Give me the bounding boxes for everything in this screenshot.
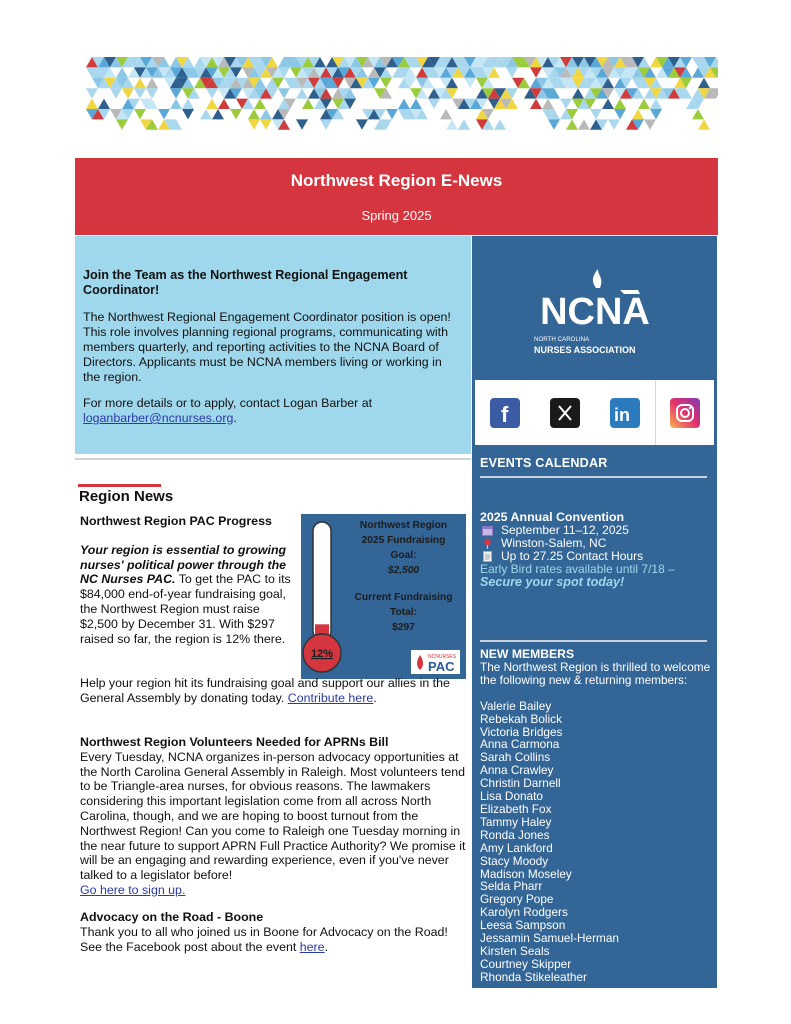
- member-list: [480, 700, 712, 984]
- nc-nurses-pac-logo: [411, 650, 460, 674]
- banner-triangle: [200, 109, 212, 119]
- members-rule: [480, 640, 707, 642]
- facebook-post-link[interactable]: here: [299, 939, 325, 954]
- event-listing: [480, 511, 712, 589]
- member-name: Karolyn Rodgers: [480, 905, 568, 920]
- banner-triangle: [206, 88, 218, 98]
- banner-triangle: [398, 99, 410, 109]
- newsletter-title: Northwest Region E-News: [290, 171, 503, 190]
- volunteers-body: Every Tuesday, NCNA organizes in-person advocacy opportunities at the North Carolina General Assembly in Raleigh. Most volunteers tend to be Triangle-area nurses, for obvious reasons. The lawmakers considering this important legislation come from all across North Carolina, though, and we are hoping to boost turnout from the Northwest Region! Can you come to Raleigh one Tuesday morning in the near future to support APRN Full Practice Authority? We promise it will be an engaging and rewarding experience, even if you've never talked to a legislator before!: [80, 749, 466, 883]
- instagram-icon[interactable]: [670, 398, 700, 428]
- callout-heading: Join the Team as the Northwest Regional Engagement Coordinator!: [83, 268, 408, 297]
- social-separator: [655, 380, 656, 445]
- banner-triangle: [146, 88, 158, 98]
- banner-triangle: [278, 88, 290, 98]
- banner-triangle: [182, 109, 194, 119]
- event-name: 2025 Annual Convention: [480, 510, 625, 524]
- svg-text:in: in: [614, 405, 630, 425]
- banner-triangle: [146, 78, 158, 88]
- banner-triangle: [698, 78, 710, 88]
- member-name: Anna Carmona: [480, 737, 560, 752]
- banner-triangle: [182, 99, 194, 109]
- banner-triangle: [644, 119, 656, 129]
- newsletter-header: [75, 158, 718, 235]
- member-name: Victoria Bridges: [480, 724, 563, 739]
- x-icon[interactable]: [550, 398, 580, 428]
- banner-triangle: [506, 67, 518, 77]
- svg-text:NURSES ASSOCIATION: NURSES ASSOCIATION: [534, 345, 636, 355]
- banner-triangle: [638, 99, 650, 109]
- banner-triangle: [296, 119, 308, 129]
- member-name: Courtney Skipper: [480, 956, 572, 971]
- banner-triangle: [110, 88, 122, 98]
- banner-triangle: [458, 119, 470, 129]
- volunteers-title: Northwest Region Volunteers Needed for APRNs Bill: [80, 735, 389, 749]
- linkedin-icon[interactable]: [610, 398, 640, 428]
- member-name: Amy Lankford: [480, 840, 553, 855]
- region-news-heading: Region News: [79, 488, 174, 505]
- member-name: Stacy Moody: [480, 853, 549, 868]
- banner-triangle: [440, 109, 452, 119]
- email-link[interactable]: loganbarber@ncnurses.org: [83, 411, 234, 425]
- banner-triangle: [158, 109, 170, 119]
- banner-triangle: [170, 99, 182, 109]
- banner-triangle: [548, 119, 560, 129]
- banner-triangle: [632, 109, 644, 119]
- event-location: Winston-Salem, NC: [501, 536, 607, 550]
- percent-label: 12%: [310, 648, 334, 660]
- banner-triangle: [302, 99, 314, 109]
- facebook-icon[interactable]: [490, 398, 520, 428]
- member-name: Jessamin Samuel-Herman: [480, 931, 619, 946]
- member-name: Ronda Jones: [480, 827, 550, 842]
- svg-text:PAC: PAC: [428, 659, 455, 674]
- svg-text:NCNA: NCNA: [540, 291, 650, 333]
- early-bird-note: Early Bird rates available until 7/18 –: [480, 562, 675, 576]
- pac-article: [80, 514, 300, 646]
- banner-triangle: [494, 119, 506, 129]
- member-name: Tammy Haley: [480, 814, 552, 829]
- boone-title: Advocacy on the Road - Boone: [80, 910, 264, 924]
- banner-triangle: [356, 119, 368, 129]
- banner-triangle: [260, 109, 272, 119]
- member-name: Leesa Sampson: [480, 918, 566, 933]
- banner-triangle: [206, 99, 218, 109]
- member-name: Sarah Collins: [480, 750, 551, 765]
- event-dates: September 11–12, 2025: [501, 523, 629, 537]
- pac-body: Your region is essential to growing nurses' political power through the NC Nurses PAC. To get the PAC to its $84,000 end-of-year fundraising goal, the Northwest Region must raise $2,500 by December 31. With $297 raised so far, the region is 12% there.: [80, 542, 291, 646]
- ncna-logo: [532, 266, 662, 356]
- current-block: Current Fundraising Total: $297: [346, 590, 461, 635]
- callout-contact: For more details or to apply, contact Logan Barber at loganbarber@ncnurses.org.: [83, 396, 373, 425]
- member-name: Elizabeth Fox: [480, 801, 552, 816]
- event-hours: Up to 27.25 Contact Hours: [501, 549, 644, 563]
- boone-body: Thank you to all who joined us in Boone for Advocacy on the Road! See the Facebook post about the event here.: [80, 924, 448, 954]
- banner-triangle: [218, 99, 230, 109]
- banner-triangle: [248, 119, 260, 129]
- member-name: Valerie Bailey: [480, 698, 552, 713]
- pac-cta: Help your region hit its fundraising goal and support our allies in the General Assembly by donating today. Contribute here.: [80, 676, 450, 705]
- coordinator-callout: [75, 236, 471, 454]
- banner-triangle: [380, 78, 392, 88]
- banner-triangle: [170, 88, 182, 98]
- sidebar: [472, 236, 717, 988]
- banner-triangle: [572, 88, 584, 98]
- newsletter-season: Spring 2025: [361, 208, 432, 223]
- contribute-link[interactable]: Contribute here: [287, 690, 374, 705]
- banner-triangle: [692, 109, 704, 119]
- members-heading: NEW MEMBERS: [480, 647, 575, 661]
- svg-text:f: f: [501, 402, 509, 427]
- banner-triangle: [254, 99, 266, 109]
- members-intro: The Northwest Region is thrilled to welcome the following new & returning members:: [480, 659, 711, 687]
- banner-triangle: [590, 109, 602, 119]
- banner-triangle: [320, 119, 332, 129]
- banner-triangle: [134, 109, 146, 119]
- member-name: Kirsten Seals: [480, 943, 550, 958]
- banner-triangle: [614, 99, 626, 109]
- banner-triangle: [602, 99, 614, 109]
- banner-triangle: [98, 99, 110, 109]
- banner-triangle: [650, 109, 662, 119]
- boone-article: [80, 910, 466, 954]
- banner-triangle: [122, 88, 134, 98]
- banner-triangle: [296, 88, 308, 98]
- current-value: $297: [392, 622, 415, 633]
- banner-triangle: [212, 109, 224, 119]
- banner-triangle: [134, 88, 146, 98]
- member-name: Anna Crawley: [480, 763, 554, 778]
- banner-triangle: [230, 109, 242, 119]
- social-links: [475, 380, 714, 445]
- member-name: Madison Moseley: [480, 866, 572, 881]
- events-heading: EVENTS CALENDAR: [480, 456, 608, 470]
- new-members-section: [480, 648, 712, 984]
- triangle-pattern-banner: [86, 55, 718, 133]
- banner-triangle: [86, 99, 98, 109]
- map-pin-icon: [482, 538, 493, 549]
- sign-up-link[interactable]: Go here to sign up.: [80, 882, 186, 897]
- member-name: Selda Pharr: [480, 879, 543, 894]
- goal-block: Northwest Region 2025 Fundraising Goal: $2,500: [346, 518, 461, 578]
- member-name: Christin Darnell: [480, 776, 561, 791]
- pac-fundraising-graphic: [301, 514, 466, 679]
- thermometer: [301, 514, 346, 679]
- banner-triangle: [260, 119, 272, 129]
- banner-triangle: [560, 99, 572, 109]
- svg-text:NCNURSES: NCNURSES: [428, 654, 457, 660]
- region-news-accent: [78, 484, 161, 487]
- pac-title: Northwest Region PAC Progress: [80, 514, 272, 528]
- banner-triangle: [428, 99, 440, 109]
- banner-triangle: [86, 88, 98, 98]
- member-name: Rebekah Bolick: [480, 711, 562, 726]
- callout-body: The Northwest Regional Engagement Coordinator position is open! This role involves planning regional programs, communicating with members quarterly, and reporting activities to the NCNA Board of Directors. Applicants must be NCNA members living or working in the region.: [83, 310, 451, 384]
- banner-triangle: [578, 119, 590, 129]
- banner-triangle: [248, 109, 260, 119]
- banner-triangle: [386, 109, 398, 119]
- svg-text:NORTH CAROLINA: NORTH CAROLINA: [534, 336, 590, 343]
- member-name: Rhonda Stikeleather: [480, 969, 587, 984]
- banner-triangle: [566, 119, 578, 129]
- calendar-icon: [482, 525, 493, 536]
- member-name: Gregory Pope: [480, 892, 554, 907]
- section-divider: [75, 458, 471, 460]
- banner-triangle: [542, 99, 554, 109]
- banner-triangle: [608, 119, 620, 129]
- member-name: Lisa Donato: [480, 789, 543, 804]
- banner-triangle: [530, 67, 542, 77]
- banner-triangle: [650, 99, 662, 109]
- banner-triangle: [464, 78, 476, 88]
- secure-spot-link[interactable]: Secure your spot today!: [480, 575, 625, 589]
- banner-triangle: [116, 119, 128, 129]
- goal-value: $2,500: [387, 565, 420, 576]
- banner-triangle: [116, 67, 128, 77]
- banner-triangle: [614, 109, 626, 119]
- banner-triangle: [134, 78, 146, 88]
- banner-triangle: [530, 99, 542, 109]
- volunteers-article: [80, 735, 466, 898]
- banner-triangle: [446, 119, 458, 129]
- banner-triangle: [698, 119, 710, 129]
- banner-triangle: [410, 99, 422, 109]
- events-rule: [480, 476, 707, 478]
- document-icon: [482, 551, 493, 562]
